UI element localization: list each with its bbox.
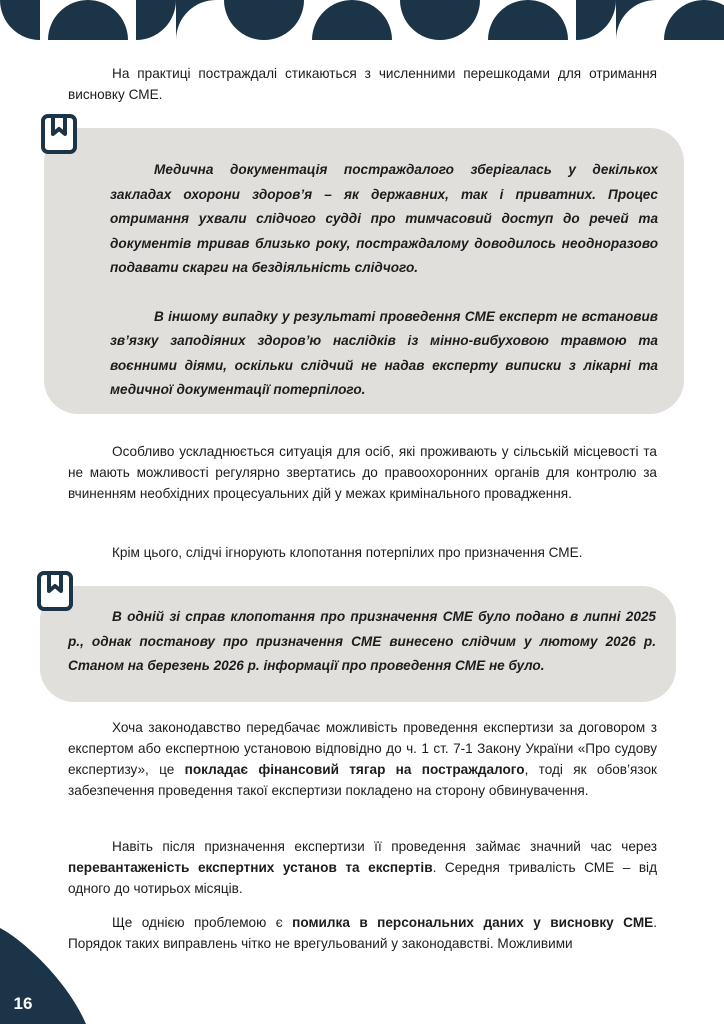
- emphasis-text: покладає фінансовий тягар на постраждалого: [184, 762, 525, 777]
- ignored-motions-paragraph: Крім цього, слідчі ігнорують клопотання потерпілих про призначення СМЕ.: [112, 545, 583, 560]
- text-segment: , тоді як обов’язок забезпечення проведення такої експертизи покладено на сторону обвинувачення.: [68, 762, 657, 798]
- rural-paragraph: Особливо ускладнюється ситуація для осіб, які проживають у сільській місцевості та не мають можливості регулярно звертатись до правоохоронних органів для контролю за вчиненням необхідних процесуальних дій у межах кримінального провадження.: [68, 444, 657, 501]
- callout-1-text-1: Медична документація постраждалого зберігалась у декількох закладах охорони здоров’я – як державних, так і приватних. Процес отримання ухвали слідчого судді про тимчасовий доступ до речей та документів тривав близько року, постраждалому доводилось неодноразово подавати скарги на бездіяльність слідчого.: [110, 162, 658, 275]
- personal-data-error-paragraph: [68, 912, 657, 954]
- emphasis-text: помилка в персональних даних у висновку СМЕ: [292, 915, 654, 930]
- text-segment: . Порядок таких виправлень чітко не врегульований у законодавстві. Можливими: [68, 915, 657, 951]
- callout-1-text-2: В іншому випадку у результаті проведення СМЕ експерт не встановив зв’язку заподіяних здоров’ю наслідків із мінно-вибуховою травмою та воєнними діями, оскільки слідчий не надав експерту виписки з лікарні та медичної документації потерпілого.: [110, 308, 658, 397]
- text-segment: Ще однією проблемою є: [112, 915, 293, 930]
- text-segment: Хоча законодавство передбачає можливість проведення експертизи за договором з експертом або експертною установою відповідно до ч. 1 ст. 7-1 Закону України «Про судову експертизу», це: [68, 720, 657, 777]
- emphasis-text: перевантаженість експертних установ та експертів: [68, 860, 433, 875]
- intro-paragraph: На практиці постраждалі стикаються з численними перешкодами для отримання висновку СМЕ.: [68, 66, 657, 102]
- financial-burden-paragraph: [68, 717, 657, 801]
- case-callout-1: [44, 128, 684, 414]
- text-segment: . Середня тривалість СМЕ – від одного до чотирьох місяців.: [68, 860, 658, 896]
- case-callout-2: [40, 586, 676, 702]
- callout-2-text: В одній зі справ клопотання про призначення СМЕ було подано в липні 2025 р., однак постанову про призначення СМЕ винесено слідчим у лютому 2026 р. Станом на березень 2026 р. інформації про проведення СМЕ не було.: [68, 609, 656, 673]
- bookmark-icon: [36, 570, 74, 612]
- text-segment: Навіть після призначення експертизи її проведення займає значний час через: [112, 839, 657, 854]
- workload-paragraph: [68, 836, 657, 899]
- page-number: 16: [13, 994, 33, 1013]
- bookmark-icon: [40, 113, 78, 155]
- decorative-header-band: [0, 0, 724, 40]
